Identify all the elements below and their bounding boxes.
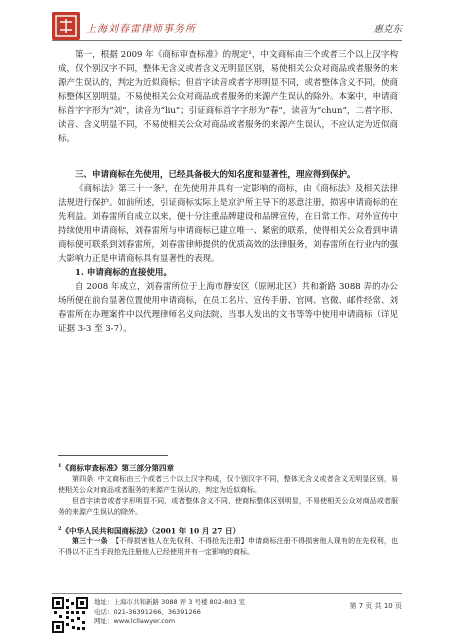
footnote-1-text-b: 但首字读音或者字形明显不同，或者整体含义不同，使商标整体区别明显，不易使相关公众对商品或者服务的来源产生误认的除外。	[58, 496, 398, 516]
page-number: 第 7 页 共 10 页	[349, 602, 402, 610]
footnote-2-article: 第三十一条	[72, 537, 108, 545]
footnote-2-title-text: 《中华人民共和国商标法》（2001 年 10 月 27 日）	[61, 526, 241, 535]
footnote-2-title	[58, 524, 398, 537]
footnote-divider	[58, 455, 168, 456]
page-footer	[52, 597, 402, 637]
firm-contact-info	[94, 598, 245, 627]
page-header	[52, 12, 402, 42]
footnote-2-marker: 2	[58, 525, 62, 532]
seal-icon	[55, 15, 77, 37]
section-heading-3: 三、申请商标在先使用，已经具备极大的知名度和显著性，理应得到保护。	[75, 170, 356, 180]
paragraph-first-argument: 第一，根据 2009 年《商标审查标准》的规定¹，中文商标由三个或者三个以上汉字构成，仅个别汉字不同，整体无含义或者含义无明显区别，易使相关公众对商品或者服务的来源产生误认的，判定为近似商标；但首字读音或者字形明显不同，或者整体含义不同，使商标整体区别明显，不易使相关公众对商品或者服务的来源产生误认的除外。本案中，申请商标首字字形为“刘”，读音为“liu”；引证商标首字字形为“春”，读音为“chun”，二者字形、读音、含义明显不同，不易使相关公众对商品或者服务的来源产生误认，不应认定为近似商标。	[58, 50, 399, 144]
firm-website[interactable]: 网址：www.lcllawyer.com	[94, 617, 176, 625]
qr-code-icon[interactable]	[52, 597, 88, 633]
paragraph-direct-use: 自 2008 年成立，刘春雷所位于上海市静安区（原闸北区）共和新路 3088 弄的办公场所便在前台显著位置使用申请商标，在员工名片、宣传手册、官网、官微、邮件经常、刘春雷所在办理案件中以代理律师名义向法院、当事人发出的文书等等中使用申请商标（详见证据 3-3 至 3-7）。	[58, 282, 399, 334]
author-signature: 惠克东	[373, 24, 402, 35]
firm-address: 地址：上海市共和新路 3088 弄 3 号楼 802-803 室	[94, 598, 246, 606]
footnote-1-marker: 1	[58, 463, 62, 469]
footer-divider	[52, 593, 402, 594]
header-divider	[52, 40, 402, 41]
firm-phone: 电话：021-36391266、36391266	[94, 607, 201, 616]
document-body	[58, 48, 398, 336]
footnote-1-title-text: 《商标审查标准》第三部分第四章	[61, 463, 174, 473]
firm-seal-logo	[52, 12, 80, 40]
paragraph-prior-use: 《商标法》第三十一条²，在先使用并具有一定影响的商标，由《商标法》及相关法律法规进行保护。如前所述，引证商标实际上是京沪所主导下的恶意注册，损害申请商标的在先利益。刘春雷所自成立以来，便十分注重品牌建设和品牌宣传，在日常工作、对外宣传中持续使用申请商标，刘春雷所与申请商标已建立唯一、紧密的联系，使得相关公众看到申请商标便可联系到刘春雷所，刘春雷律师提供的优质高效的法律服务，刘春雷所在行业内的强大影响力正是申请商标具有显著性的表现。	[58, 184, 399, 264]
footnote-2-text	[58, 536, 398, 558]
footnotes	[58, 461, 398, 558]
footnote-1-title	[58, 461, 398, 474]
subheading-direct-use: 1. 申请商标的直接使用。	[75, 268, 172, 278]
footnote-1-text-a: 第四条 中文商标由三个或者三个以上汉字构成，仅个别汉字不同，整体无含义或者含义无明显区别，易使相关公众对商品或者服务的来源产生误认的，判定为近似商标。	[58, 474, 398, 494]
footnote-2-body: 【不得损害他人在先权利、不得抢先注册】申请商标注册不得损害他人现有的在先权利，也不得以不正当手段抢先注册他人已经使用并有一定影响的商标。	[58, 537, 399, 556]
firm-name: 上海刘春雷律师事务所	[86, 24, 196, 35]
